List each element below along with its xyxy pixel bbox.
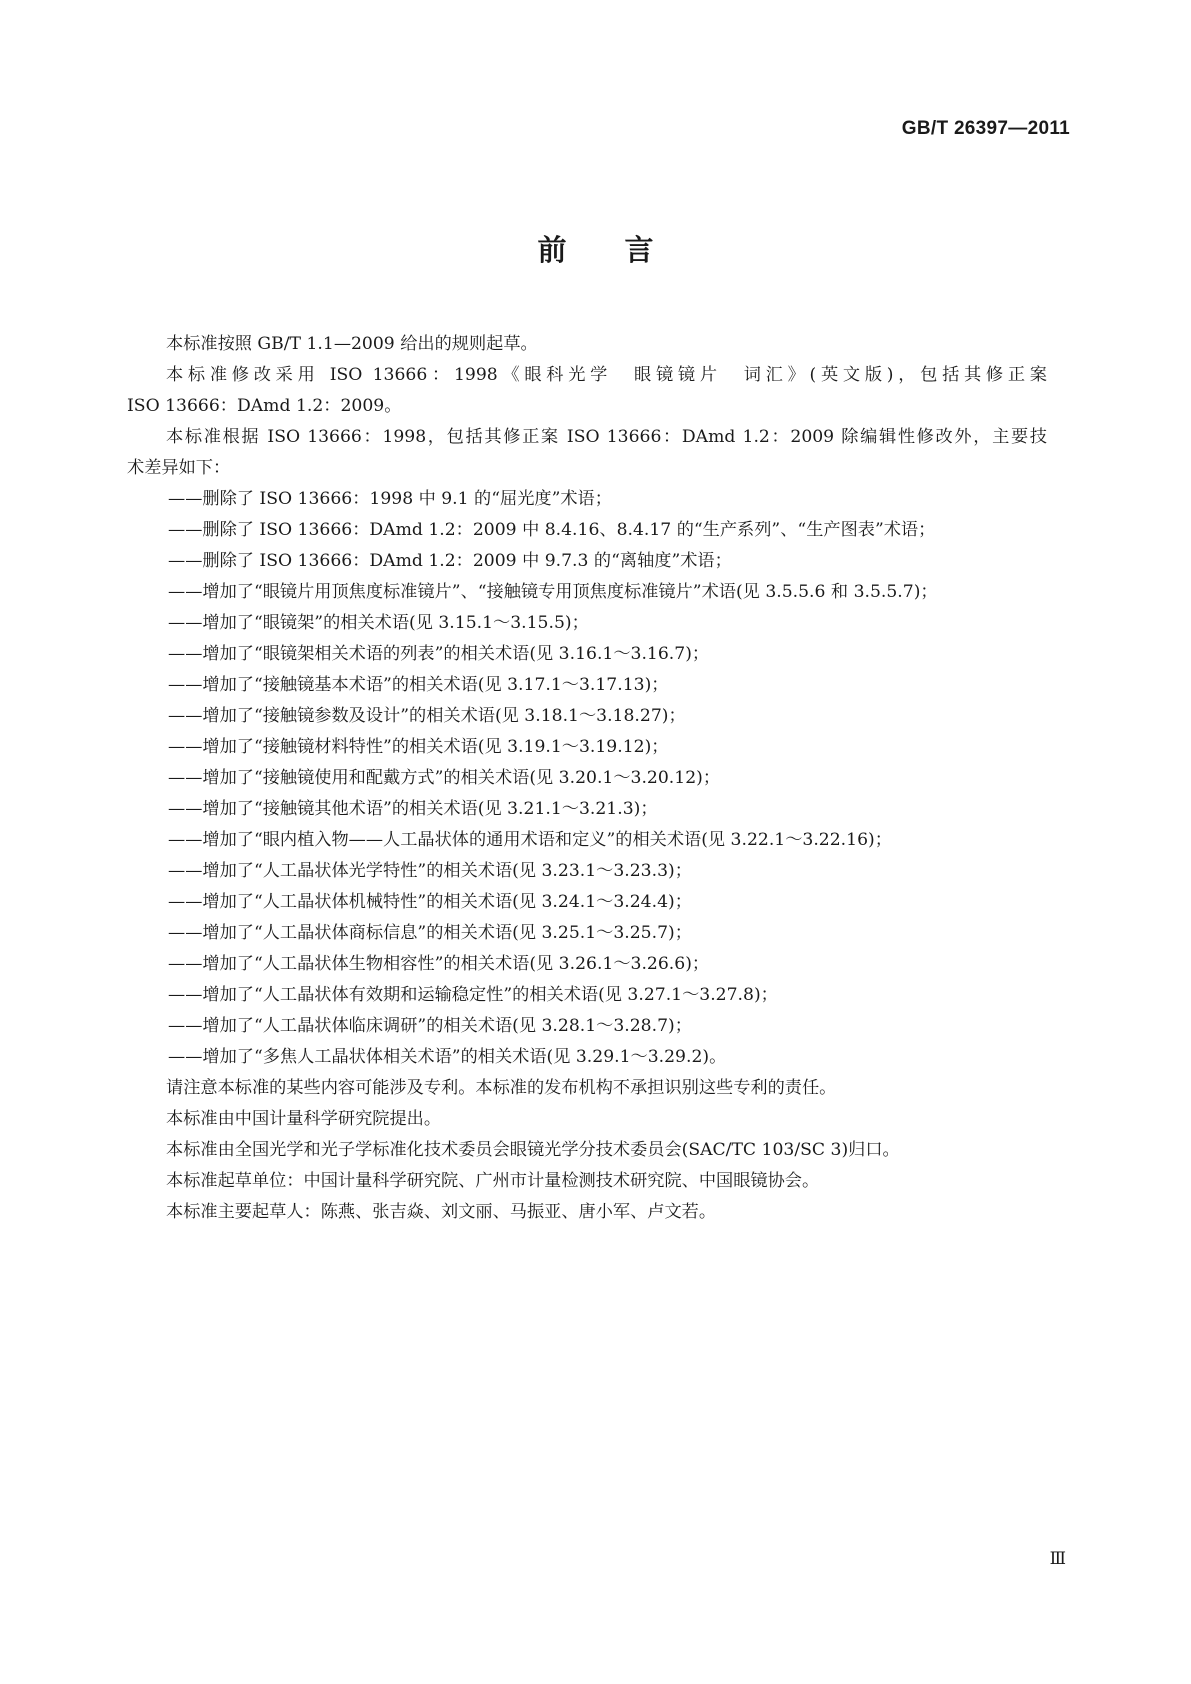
list-item: ——增加了“眼镜片用顶焦度标准镜片”、“接触镜专用顶焦度标准镜片”术语(见 3.5.5.6 和 3.5.5.7)；	[168, 582, 938, 602]
page-title	[0, 228, 1191, 269]
paragraph-jurisdiction: 本标准由全国光学和光子学标准化技术委员会眼镜光学分技术委员会(SAC/TC 103/SC 3)归口。	[166, 1140, 900, 1160]
paragraph-differences-line1: 本标准根据 ISO 13666：1998，包括其修正案 ISO 13666：DAmd 1.2：2009 除编辑性修改外，主要技	[166, 427, 1047, 447]
paragraph-adoption-line1: 本标准修改采用 ISO 13666：1998《眼科光学 眼镜镜片 词汇》(英文版)，包括其修正案	[166, 365, 1047, 385]
paragraph-patent-notice: 请注意本标准的某些内容可能涉及专利。本标准的发布机构不承担识别这些专利的责任。	[166, 1078, 837, 1098]
change-list	[127, 484, 1047, 1073]
list-item: ——增加了“接触镜其他术语”的相关术语(见 3.21.1～3.21.3)；	[168, 799, 658, 819]
paragraph-drafting-rules: 本标准按照 GB/T 1.1—2009 给出的规则起草。	[166, 334, 538, 354]
list-item: ——删除了 ISO 13666：DAmd 1.2：2009 中 8.4.16、8.4.17 的“生产系列”、“生产图表”术语；	[168, 520, 936, 540]
paragraph-adoption-line2: ISO 13666：DAmd 1.2：2009。	[127, 396, 402, 416]
title-char-2: 言	[624, 233, 654, 267]
list-item: ——增加了“眼内植入物——人工晶状体的通用术语和定义”的相关术语(见 3.22.1～3.22.16)；	[168, 830, 892, 850]
list-item: ——增加了“接触镜使用和配戴方式”的相关术语(见 3.20.1～3.20.12)；	[168, 768, 721, 788]
list-item: ——删除了 ISO 13666：1998 中 9.1 的“屈光度”术语；	[168, 489, 612, 509]
list-item: ——增加了“人工晶状体有效期和运输稳定性”的相关术语(见 3.27.1～3.27.8)；	[168, 985, 778, 1005]
list-item: ——增加了“人工晶状体临床调研”的相关术语(见 3.28.1～3.28.7)；	[168, 1016, 692, 1036]
standard-number: GB/T 26397—2011	[901, 118, 1070, 139]
list-item: ——增加了“眼镜架”的相关术语(见 3.15.1～3.15.5)；	[168, 613, 589, 633]
foreword-body	[127, 329, 1047, 1228]
paragraph-differences-line2: 术差异如下：	[127, 458, 231, 478]
list-item: ——增加了“眼镜架相关术语的列表”的相关术语(见 3.16.1～3.16.7)；	[168, 644, 710, 664]
paragraph-proposer: 本标准由中国计量科学研究院提出。	[166, 1109, 442, 1129]
list-item: ——增加了“人工晶状体商标信息”的相关术语(见 3.25.1～3.25.7)；	[168, 923, 692, 943]
list-item: ——增加了“接触镜参数及设计”的相关术语(见 3.18.1～3.18.27)；	[168, 706, 686, 726]
paragraph-drafting-units: 本标准起草单位：中国计量科学研究院、广州市计量检测技术研究院、中国眼镜协会。	[166, 1171, 820, 1191]
title-char-1: 前	[537, 233, 567, 267]
page-number: Ⅲ	[1049, 1549, 1066, 1569]
list-item: ——增加了“接触镜材料特性”的相关术语(见 3.19.1～3.19.12)；	[168, 737, 669, 757]
paragraph-drafters: 本标准主要起草人：陈燕、张吉焱、刘文丽、马振亚、唐小军、卢文若。	[166, 1202, 717, 1222]
list-item: ——增加了“多焦人工晶状体相关术语”的相关术语(见 3.29.1～3.29.2)。	[168, 1047, 727, 1067]
list-item: ——删除了 ISO 13666：DAmd 1.2：2009 中 9.7.3 的“离轴度”术语；	[168, 551, 732, 571]
list-item: ——增加了“人工晶状体机械特性”的相关术语(见 3.24.1～3.24.4)；	[168, 892, 692, 912]
list-item: ——增加了“人工晶状体生物相容性”的相关术语(见 3.26.1～3.26.6)；	[168, 954, 710, 974]
list-item: ——增加了“人工晶状体光学特性”的相关术语(见 3.23.1～3.23.3)；	[168, 861, 692, 881]
list-item: ——增加了“接触镜基本术语”的相关术语(见 3.17.1～3.17.13)；	[168, 675, 669, 695]
